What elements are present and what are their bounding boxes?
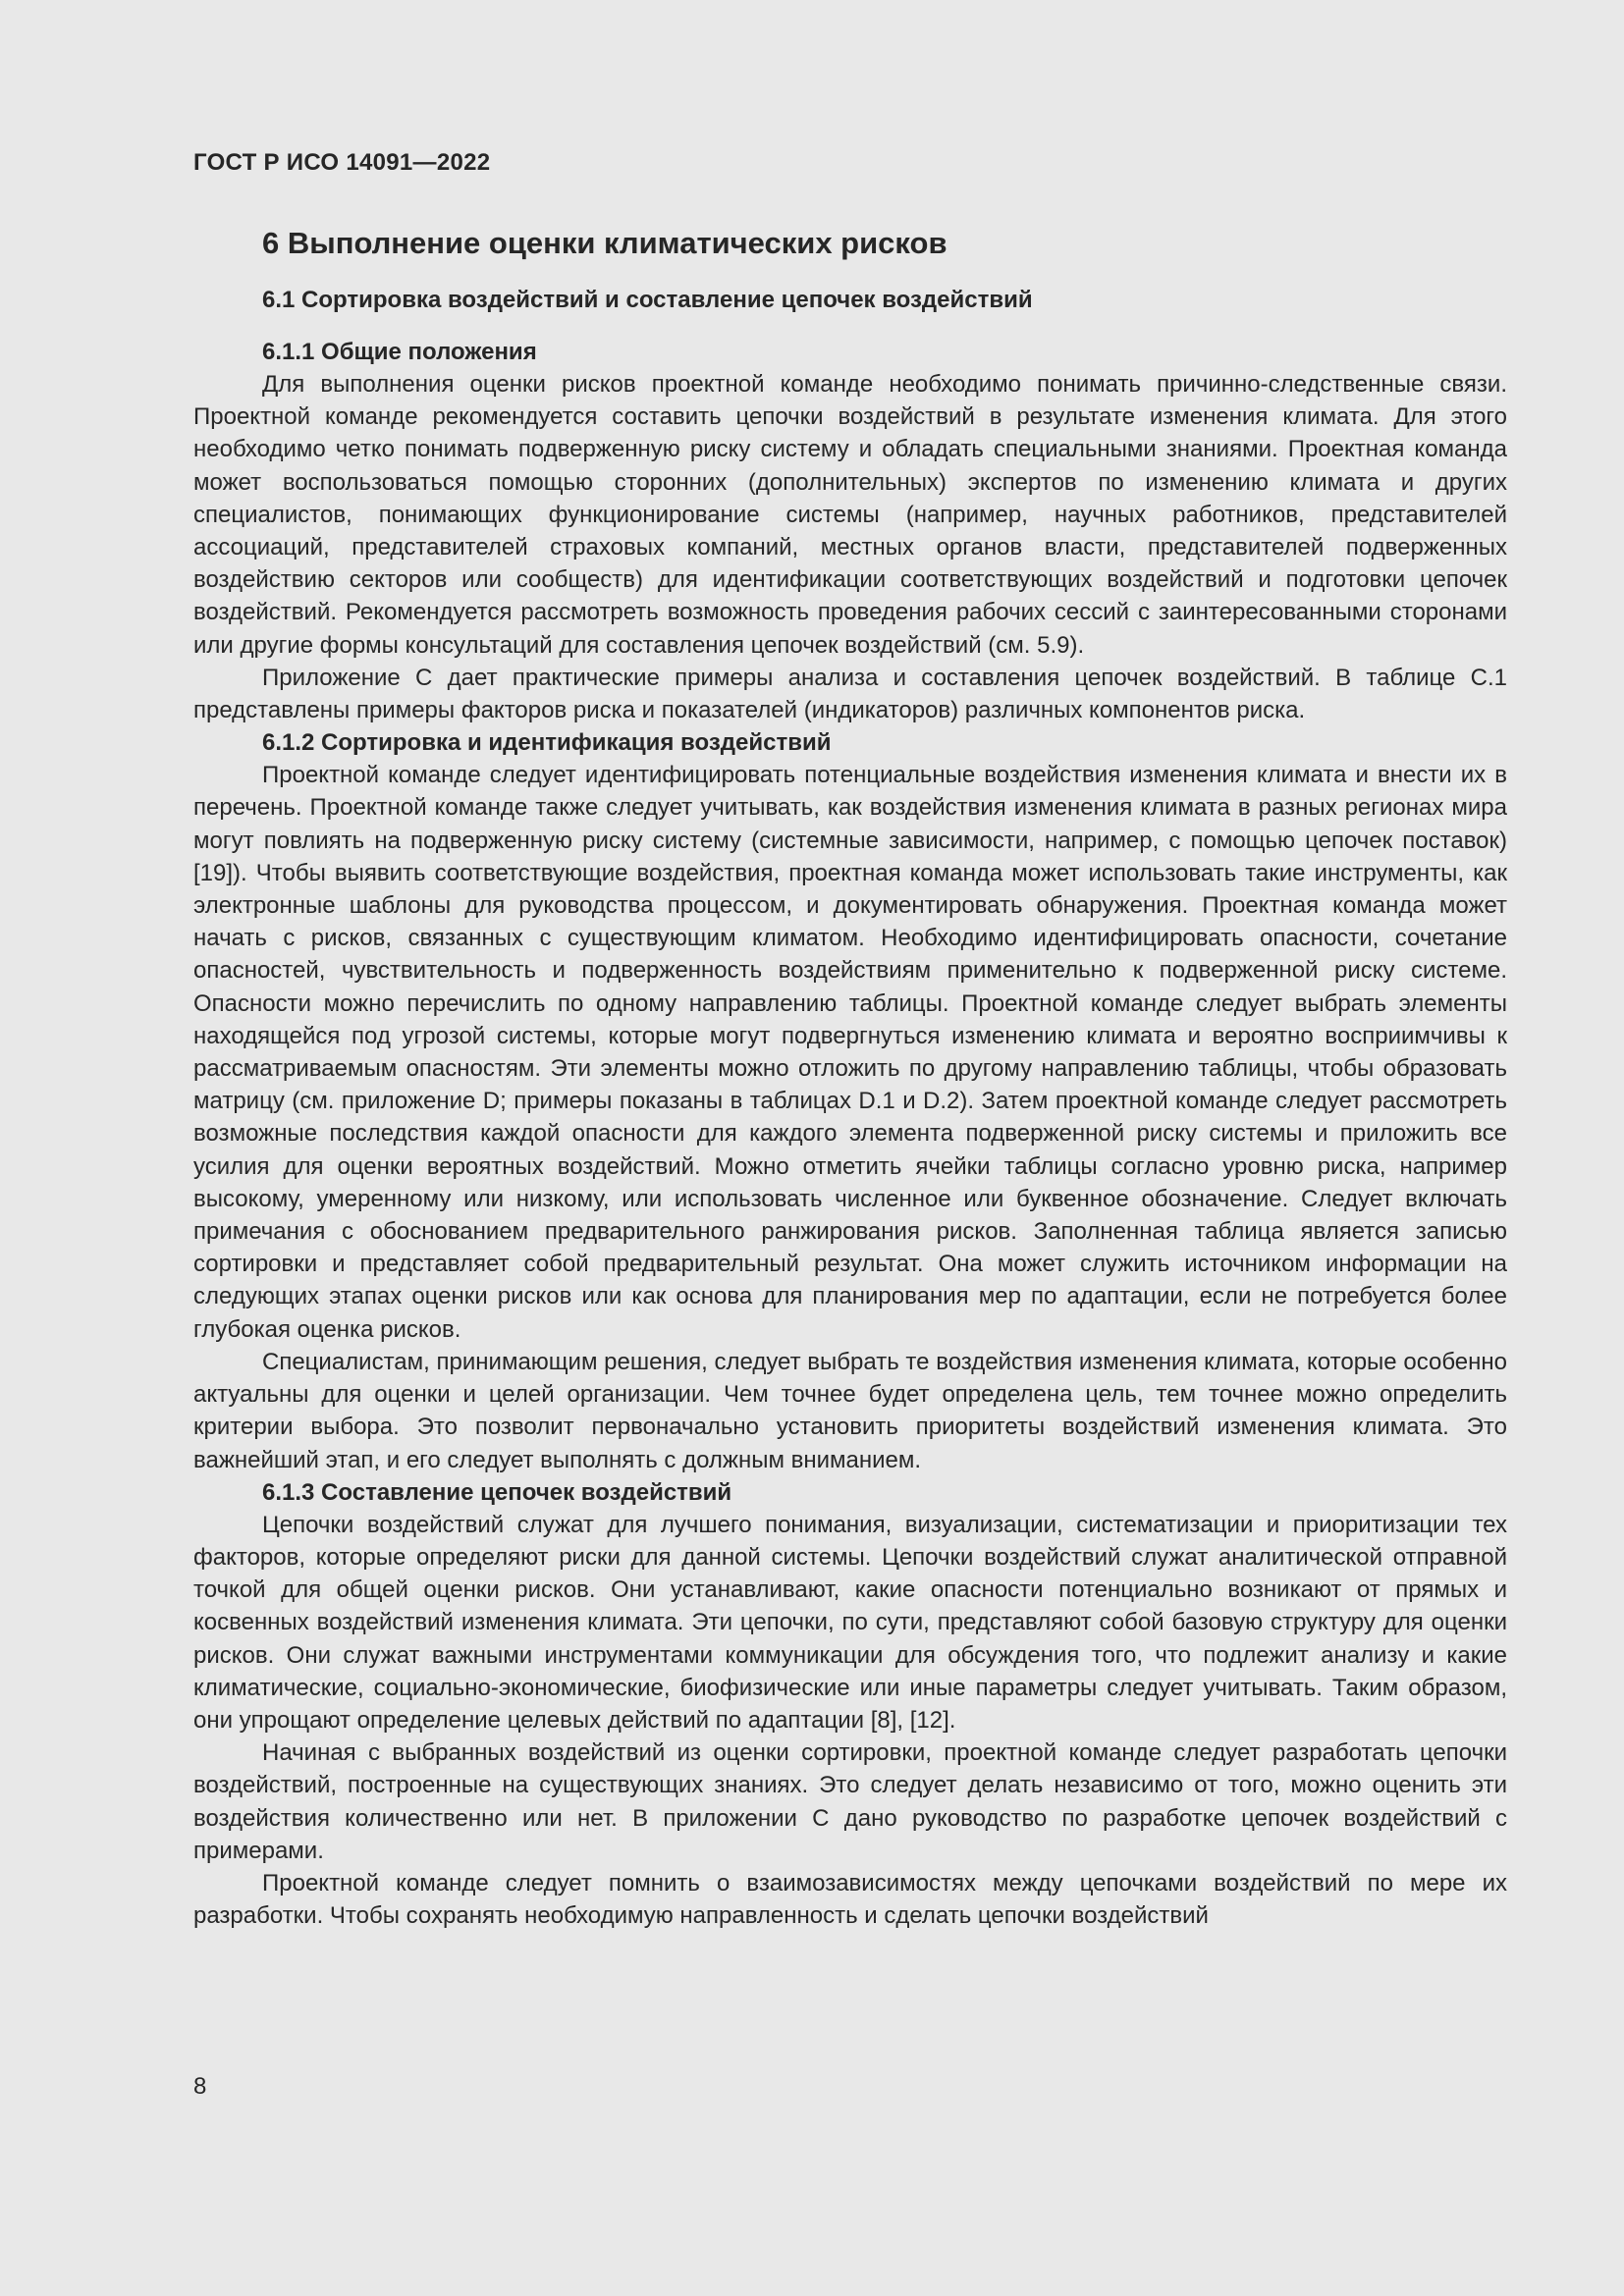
section-title: 6 Выполнение оценки климатических рисков xyxy=(262,226,947,260)
clause-title-impact-chains: 6.1.3 Составление цепочек воздействий xyxy=(262,1478,732,1506)
subsection-title: 6.1 Сортировка воздействий и составление цепочек воздействий xyxy=(262,287,1033,313)
paragraph: Специалистам, принимающим решения, следует выбрать те воздействия изменения климата, которые особенно актуальны для оценки и целей организации. Чем точнее будет определена цель, тем точнее можно определить критерии выбора. Это позволит первоначально установить приоритеты воздействий изменения климата. Это важнейший этап, и его следует выполнять с должным вниманием. xyxy=(193,1348,1507,1473)
paragraph: Проектной команде следует помнить о взаимозависимостях между цепочками воздействий по мере их разработки. Чтобы сохранять необходимую направленность и сделать цепочки воздействий xyxy=(193,1869,1507,1930)
clause-title-screening: 6.1.2 Сортировка и идентификация воздействий xyxy=(262,729,832,757)
standard-code-header: ГОСТ Р ИСО 14091—2022 xyxy=(193,149,491,176)
page-number: 8 xyxy=(193,2073,207,2100)
paragraph: Приложение С дает практические примеры анализа и составления цепочек воздействий. В таблице С.1 представлены примеры факторов риска и показателей (индикаторов) различных компонентов риска. xyxy=(193,664,1507,724)
paragraph: Начиная с выбранных воздействий из оценки сортировки, проектной команде следует разработать цепочки воздействий, построенные на существующих знаниях. Это следует делать независимо от того, можно оценить эти воздействия количественно или нет. В приложении С дано руководство по разработке цепочек воздействий с примерами. xyxy=(193,1739,1507,1864)
paragraph: Цепочки воздействий служат для лучшего понимания, визуализации, систематизации и приоритизации тех факторов, которые определяют риски для данной системы. Цепочки воздействий служат аналитической отправной точкой для общей оценки рисков. Они устанавливают, какие опасности потенциально возникают от прямых и косвенных воздействий изменения климата. Эти цепочки, по сути, представляют собой базовую структуру для оценки рисков. Они служат важными инструментами коммуникации для обсуждения того, что подлежит анализу и какие климатические, социально-экономические, биофизические или иные параметры следует учитывать. Таким образом, они упрощают определение целевых действий по адаптации [8], [12]. xyxy=(193,1511,1507,1734)
paragraph: Проектной команде следует идентифицировать потенциальные воздействия изменения климата и внести их в перечень. Проектной команде также следует учитывать, как воздействия изменения климата в разных регионах мира могут повлиять на подверженную риску систему (системные зависимости, например, с помощью цепочек поставок) [19]). Чтобы выявить соответствующие воздействия, проектная команда может использовать такие инструменты, как электронные шаблоны для руководства процессом, и документировать обнаружения. Проектная команда может начать с рисков, связанных с существующим климатом. Необходимо идентифицировать опасности, сочетание опасностей, чувствительность и подверженность воздействиям применительно к подверженной риску системе. Опасности можно перечислить по одному направлению таблицы. Проектной команде следует выбрать элементы находящейся под угрозой системы, которые могут подвергнуться изменению климата и вероятно восприимчивы к рассматриваемым опасностям. Эти элементы можно отложить по другому направлению таблицы, чтобы образовать матрицу (см. приложение D; примеры показаны в таблицах D.1 и D.2). Затем проектной команде следует рассмотреть возможные последствия каждой опасности для каждого элемента подверженной риску системы и приложить все усилия для оценки вероятных воздействий. Можно отметить ячейки таблицы согласно уровню риска, например высокому, умеренному или низкому, или использовать численное или буквенное обозначение. Следует включать примечания с обоснованием предварительного ранжирования рисков. Заполненная таблица является записью сортировки и представляет собой предварительный результат. Она может служить источником информации на следующих этапах оценки рисков или как основа для планирования мер по адаптации, если не потребуется более глубокая оценка рисков. xyxy=(193,762,1507,1343)
clause-title-general: 6.1.1 Общие положения xyxy=(262,339,537,365)
paragraph: Для выполнения оценки рисков проектной команде необходимо понимать причинно-следственные связи. Проектной команде рекомендуется составить цепочки воздействий в результате изменения климата. Для этого необходимо четко понимать подверженную риску систему и обладать специальными знаниями. Проектная команда может воспользоваться помощью сторонних (дополнительных) экспертов по изменению климата и других специалистов, понимающих функционирование системы (например, научных работников, представителей ассоциаций, представителей страховых компаний, местных органов власти, представителей подверженных воздействию секторов или сообществ) для идентификации соответствующих воздействий и подготовки цепочек воздействий. Рекомендуется рассмотреть возможность проведения рабочих сессий с заинтересованными сторонами или другие формы консультаций для составления цепочек воздействий (см. 5.9). xyxy=(193,371,1507,659)
page-content xyxy=(193,222,1507,1932)
